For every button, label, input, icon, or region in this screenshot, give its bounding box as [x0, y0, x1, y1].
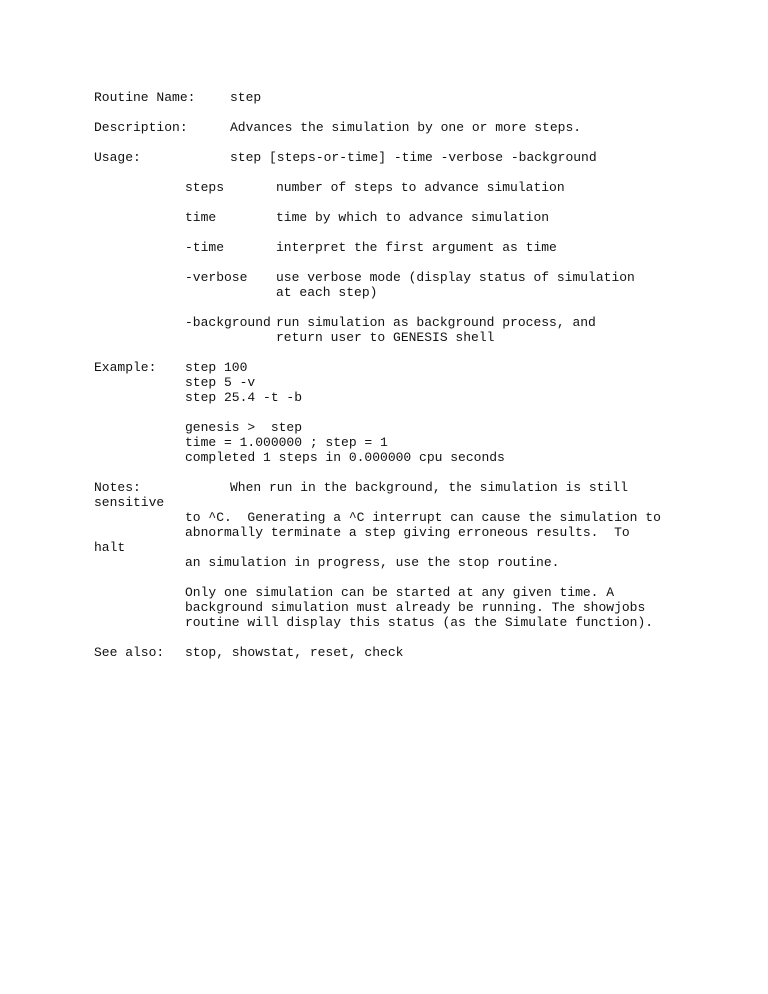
notes-margin-text: sensitive: [94, 495, 165, 510]
option-term: steps: [185, 180, 225, 195]
option-desc: time by which to advance simulation: [276, 210, 550, 225]
usage-label: Usage:: [94, 150, 141, 165]
notes-margin-text: halt: [94, 540, 126, 555]
example-command: step 100: [185, 360, 248, 375]
notes-text: an simulation in progress, use the stop routine.: [185, 555, 560, 570]
example-command: step 25.4 -t -b: [185, 390, 303, 405]
notes-paragraph-line: background simulation must already be running. The showjobs: [185, 600, 646, 615]
option-desc: interpret the first argument as time: [276, 240, 557, 255]
option-desc: run simulation as background process, and: [276, 315, 596, 330]
option-term: -time: [185, 240, 225, 255]
example-session-line: genesis > step: [185, 420, 303, 435]
option-desc: use verbose mode (display status of simulation: [276, 270, 635, 285]
routine-name-label: Routine Name:: [94, 90, 196, 105]
notes-paragraph-line: routine will display this status (as the Simulate function).: [185, 615, 654, 630]
example-label: Example:: [94, 360, 157, 375]
example-session-line: completed 1 steps in 0.000000 cpu seconds: [185, 450, 505, 465]
description-label: Description:: [94, 120, 188, 135]
see-also-value: stop, showstat, reset, check: [185, 645, 404, 660]
option-desc-continued: return user to GENESIS shell: [276, 330, 495, 345]
routine-name-value: step: [230, 90, 262, 105]
option-term: -verbose: [185, 270, 248, 285]
example-command: step 5 -v: [185, 375, 256, 390]
notes-text: to ^C. Generating a ^C interrupt can cause the simulation to: [185, 510, 661, 525]
notes-paragraph-line: Only one simulation can be started at any given time. A: [185, 585, 615, 600]
see-also-label: See also:: [94, 645, 165, 660]
option-term: -background: [185, 315, 271, 330]
example-session-line: time = 1.000000 ; step = 1: [185, 435, 388, 450]
notes-label: Notes:: [94, 480, 141, 495]
option-term: time: [185, 210, 217, 225]
option-desc-continued: at each step): [276, 285, 378, 300]
usage-value: step [steps-or-time] -time -verbose -background: [230, 150, 597, 165]
option-desc: number of steps to advance simulation: [276, 180, 565, 195]
description-value: Advances the simulation by one or more steps.: [230, 120, 582, 135]
notes-text: When run in the background, the simulation is still: [230, 480, 628, 495]
notes-text: abnormally terminate a step giving erroneous results. To: [185, 525, 630, 540]
